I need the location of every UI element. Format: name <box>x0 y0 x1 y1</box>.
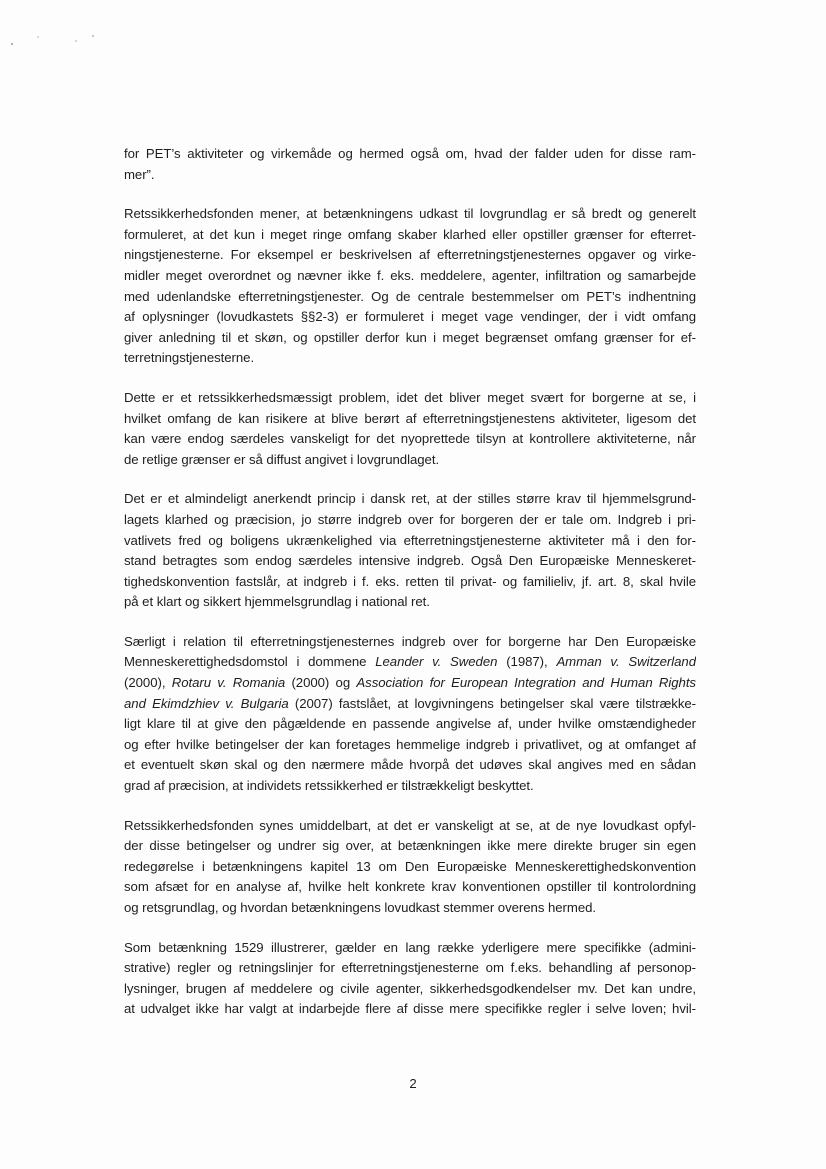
text-line: Retssikkerhedsfonden synes umiddelbart, at det er vanskeligt at se, at de nye lovudkast opfyl- <box>124 817 696 833</box>
text-line <box>124 694 696 715</box>
text-line: tighedskonvention fastslår, at indgreb i f. eks. retten til privat- og familieliv, jf. art. 8, skal hvile <box>124 573 696 589</box>
text-line: lysninger, brugen af meddelere og civile agenter, sikkerhedsgodkendelser mv. Det kan undre, <box>124 980 696 996</box>
text-line: med udenlandske efterretningstjenester. Og de centrale bestemmelser om PET’s indhentning <box>124 288 696 304</box>
text-line: og retsgrundlag, og hvordan betænkningens lovudkast stemmer overens hermed. <box>124 900 597 915</box>
paragraph <box>124 388 696 470</box>
scan-artifact-specks <box>8 30 108 50</box>
case-name: Rotaru v. Romania <box>171 675 286 691</box>
text-line: grad af præcision, at individets retssikkerhed er tilstrækkeligt beskyttet. <box>124 778 534 794</box>
text-line: ligt klare til at give den pågældende en passende angivelse af, under hvilke omstændigheder <box>124 716 696 732</box>
paragraph <box>124 938 696 1020</box>
case-name: Association for European Integration and Human Rights <box>356 675 696 691</box>
text-line: de retlige grænser er så diffust angivet i lovgrundlaget. <box>124 451 440 467</box>
body-text <box>124 144 696 1039</box>
case-name: and Ekimdzhiev v. Bulgaria <box>124 695 289 711</box>
text-line: stand betragtes som endog særdeles intensive indgreb. Også Den Europæiske Menneskeret- <box>124 553 696 569</box>
text-line <box>124 652 696 673</box>
text-line: terretningstjenesterne. <box>124 350 255 366</box>
text-line: for PET’s aktiviteter og virkemåde og hermed også om, hvad der falder uden for disse ram- <box>124 146 696 161</box>
text-segment: Menneskerettighedsdomstol i dommene <box>124 654 376 670</box>
text-line: at udvalget ikke har valgt at indarbejde flere af disse mere specifikke regler i selve loven; hvil- <box>124 1001 696 1017</box>
paragraph <box>124 632 696 797</box>
text-line: der disse betingelser og undrer sig over, at betænkningen ikke mere direkte bruger sin egen <box>124 838 696 854</box>
paragraph <box>124 816 696 919</box>
text-line: og efter hvilke betingelser der kan foretages hemmelige indgreb i privatlivet, og at omfanget af <box>124 736 696 752</box>
text-line: Det er et almindeligt anerkendt princip i dansk ret, at der stilles større krav til hjemmelsgrund- <box>124 491 696 507</box>
text-line: vatlivets fred og boligens ukrænkelighed via efterretningstjenesterne aktiviteter må i den for- <box>124 532 696 548</box>
text-line: et eventuelt skøn skal og den nærmere måde hvorpå det udøves skal angives med en sådan <box>124 757 696 773</box>
text-line: midler meget overordnet og nævner ikke f. eks. meddelere, agenter, infiltration og samarbejde <box>124 267 696 283</box>
text-line: som afsæt for en analyse af, hvilke helt konkrete krav konventionen opstiller til kontrolordning <box>124 879 696 895</box>
text-line: formuleret, at det kun i meget ringe omfang skaber klarhed eller opstiller grænser for efterret- <box>124 226 696 242</box>
text-line: redegørelse i betænkningens kapitel 13 om Den Europæiske Menneskerettighedskonvention <box>124 858 696 874</box>
text-segment: (2000), <box>124 675 172 691</box>
paragraph <box>124 144 696 185</box>
text-line: mer”. <box>124 166 155 182</box>
text-line: kan være endog særdeles vanskeligt for det nyoprettede tilsyn at kontrollere aktiviteterne, når <box>124 431 696 447</box>
text-line: Dette er et retssikkerhedsmæssigt problem, idet det bliver meget svært for borgerne at se, i <box>124 389 696 405</box>
text-line: hvilket omfang de kan risikere at blive berørt af efterretningstjenestens aktiviteter, ligesom det <box>124 410 696 426</box>
text-line: ningstjenesterne. For eksempel er beskrivelsen af efterretningstjenesternes opgaver og virke- <box>124 247 696 263</box>
text-line: på et klart og sikkert hjemmelsgrundlag i national ret. <box>124 594 430 610</box>
text-line: strative) regler og retningslinjer for efterretningstjenesterne om f.eks. behandling af personop- <box>124 960 696 976</box>
page-number: 2 <box>409 1076 417 1091</box>
text-line <box>124 673 696 694</box>
paragraph <box>124 204 696 369</box>
text-line: lagets klarhed og præcision, jo større indgreb over for borgeren der er tale om. Indgreb i pri- <box>124 511 696 527</box>
text-line: Retssikkerhedsfonden mener, at betænkningens udkast til lovgrundlag er så bredt og generelt <box>124 206 696 222</box>
case-name: Leander v. Sweden <box>375 654 498 670</box>
text-line: af oplysninger (lovudkastets §§2-3) er formuleret i meget vage vendinger, der i vidt omfang <box>124 309 696 325</box>
text-line: Særligt i relation til efterretningstjenesternes indgreb over for borgerne har Den Europæiske <box>124 633 696 649</box>
case-name: Amman v. Switzerland <box>556 654 696 670</box>
text-line: giver anledning til et skøn, og opstiller derfor kun i meget begrænset omfang grænser for ef- <box>124 329 696 345</box>
text-segment: (2007) fastslået, at lovgivningens betingelser skal være tilstrække- <box>288 695 696 711</box>
text-line: Som betænkning 1529 illustrerer, gælder en lang række yderligere mere specifikke (admini- <box>124 939 696 955</box>
text-segment: (2000) og <box>285 675 357 691</box>
paragraph <box>124 489 696 613</box>
text-segment: (1987), <box>497 654 557 670</box>
